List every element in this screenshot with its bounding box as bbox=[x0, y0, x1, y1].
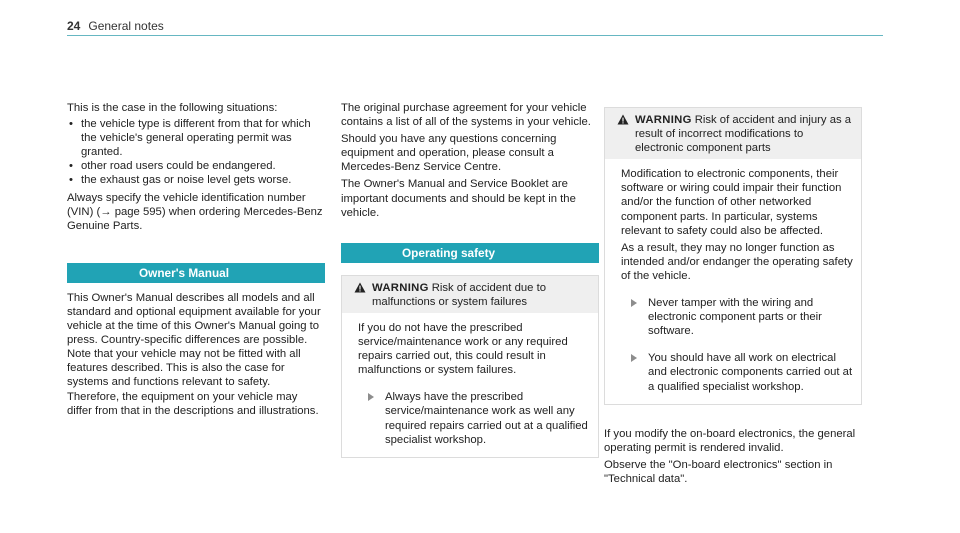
warning-box bbox=[341, 275, 599, 458]
column-2 bbox=[341, 101, 599, 458]
page-header bbox=[67, 19, 164, 33]
warning-triangle-icon bbox=[354, 282, 366, 297]
action-arrow-icon bbox=[631, 354, 637, 362]
action-item bbox=[621, 296, 853, 338]
warning-box bbox=[604, 107, 862, 405]
purchase-agreement-text: The original purchase agreement for your vehicle contains a list of all of the systems in your vehicle. bbox=[341, 102, 591, 129]
column-1 bbox=[67, 101, 325, 418]
action-item bbox=[358, 390, 590, 446]
warning-text: As a result, they may no longer function as intended and/or endanger the operating safety of the vehicle. bbox=[621, 241, 853, 282]
vin-note: Always specify the vehicle identification number (VIN) (→ page 595) when ordering Mercedes-Benz Genuine Parts. bbox=[67, 191, 323, 232]
page-ref-arrow-icon: → bbox=[100, 205, 112, 218]
warning-triangle-icon bbox=[617, 114, 629, 129]
page-number: 24 bbox=[67, 19, 81, 33]
observe-note: Observe the "On-board electronics" section in "Technical data". bbox=[604, 458, 833, 485]
list-item: • the exhaust gas or noise level gets worse. bbox=[67, 173, 325, 187]
action-arrow-icon bbox=[368, 393, 374, 401]
header-rule bbox=[67, 35, 883, 36]
owners-manual-text: This Owner's Manual describes all models and all standard and optional equipment available for your vehicle at the time of this Owner's Manual going to press. Country-specific differences are possible. Note that your vehicle may not be fitted with all features described. This is also the case for systems and functions relevant to safety. Therefore, the equipment on your vehicle may differ from that in the descriptions and illustrations. bbox=[67, 291, 321, 417]
warning-body bbox=[605, 159, 861, 403]
situations-list bbox=[67, 117, 325, 187]
warning-header bbox=[605, 108, 861, 159]
warning-label: WARNING bbox=[372, 281, 429, 294]
warning-header bbox=[342, 276, 598, 313]
column-3 bbox=[604, 107, 862, 486]
section-heading-owners-manual: Owner's Manual bbox=[67, 263, 325, 283]
questions-text: Should you have any questions concerning equipment and operation, please consult a Mercedes-Benz Service Centre. bbox=[341, 133, 557, 174]
warning-label: WARNING bbox=[635, 114, 692, 126]
action-text: Never tamper with the wiring and electronic component parts or their software. bbox=[648, 297, 822, 338]
section-heading-operating-safety: Operating safety bbox=[341, 243, 599, 263]
action-arrow-icon bbox=[631, 299, 637, 307]
warning-title: Risk of accident and injury as a result of incorrect modifications to electronic component parts bbox=[635, 114, 852, 155]
section-title: General notes bbox=[88, 19, 164, 33]
modification-note: If you modify the on-board electronics, the general operating permit is rendered invalid. bbox=[604, 427, 856, 454]
list-item: • the vehicle type is different from that for which the vehicle's general operating permit was granted. bbox=[67, 117, 325, 159]
action-item bbox=[621, 351, 853, 393]
booklet-text: The Owner's Manual and Service Booklet are important documents and should be kept in the vehicle. bbox=[341, 178, 576, 219]
warning-title: Risk of accident due to malfunctions or system failures bbox=[372, 281, 546, 308]
situations-intro: This is the case in the following situations: bbox=[67, 102, 278, 114]
warning-body bbox=[342, 313, 598, 457]
page-reference-link[interactable]: page 595) when ordering Mercedes-Benz Genuine Parts. bbox=[67, 205, 323, 232]
action-text: Always have the prescribed service/maintenance work as well any required repairs carried out at a qualified specialist workshop. bbox=[385, 391, 588, 446]
warning-text: Modification to electronic components, their software or wiring could impair their function and/or the function of other networked component parts. In particular, systems relevant to safety could also be affected. bbox=[621, 168, 842, 237]
warning-text: If you do not have the prescribed service/maintenance work or any required repairs carried out, this could result in malfunctions or system failures. bbox=[358, 321, 568, 377]
action-text: You should have all work on electrical and electronic components carried out at a qualified specialist workshop. bbox=[648, 352, 853, 393]
list-item: • other road users could be endangered. bbox=[67, 159, 325, 173]
